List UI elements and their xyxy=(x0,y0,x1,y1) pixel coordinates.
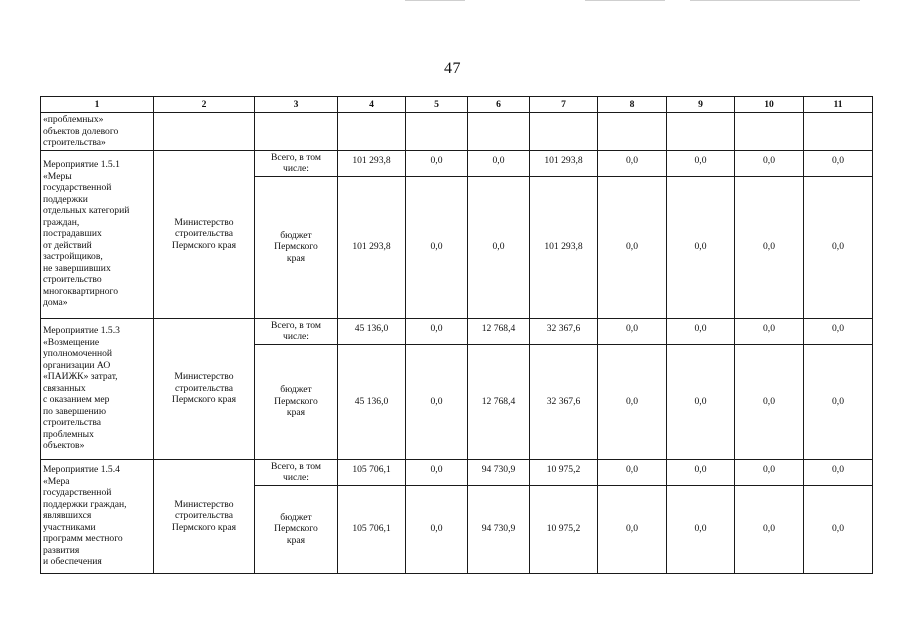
value-cell: 12 768,4 xyxy=(468,318,530,344)
value-cell: 0,0 xyxy=(804,485,873,573)
empty-cell xyxy=(406,113,468,151)
value-cell: 0,0 xyxy=(804,344,873,459)
value-cell: 0,0 xyxy=(667,150,735,176)
value-cell: 0,0 xyxy=(735,485,804,573)
scan-edge-line xyxy=(690,0,860,1)
column-header: 5 xyxy=(406,97,468,113)
column-header: 10 xyxy=(735,97,804,113)
value-cell: 0,0 xyxy=(804,459,873,485)
empty-cell xyxy=(530,113,598,151)
value-cell: 0,0 xyxy=(735,150,804,176)
value-cell: 101 293,8 xyxy=(338,176,406,318)
table-row xyxy=(41,150,873,176)
value-cell: 12 768,4 xyxy=(468,344,530,459)
value-cell: 0,0 xyxy=(598,459,667,485)
value-cell: 0,0 xyxy=(406,485,468,573)
table-row xyxy=(41,459,873,485)
column-header: 2 xyxy=(154,97,255,113)
value-cell: 0,0 xyxy=(406,150,468,176)
source-label: Всего, в том числе: xyxy=(255,150,338,176)
value-cell: 0,0 xyxy=(667,344,735,459)
empty-cell xyxy=(468,113,530,151)
value-cell: 105 706,1 xyxy=(338,485,406,573)
value-cell: 45 136,0 xyxy=(338,344,406,459)
value-cell: 10 975,2 xyxy=(530,485,598,573)
continuation-row xyxy=(41,113,873,151)
column-header: 7 xyxy=(530,97,598,113)
empty-cell xyxy=(338,113,406,151)
value-cell: 0,0 xyxy=(735,344,804,459)
value-cell: 0,0 xyxy=(667,459,735,485)
continuation-cell: «проблемных» объектов долевого строительства» xyxy=(41,113,154,151)
executor: Министерство строительства Пермского края xyxy=(154,459,255,573)
value-cell: 0,0 xyxy=(735,176,804,318)
measure-name: Мероприятие 1.5.1 «Меры государственной поддержки отдельных категорий граждан, пострадавших от действий застройщиков, не завершивших строительство многоквартирного дома» xyxy=(41,150,154,318)
value-cell: 0,0 xyxy=(667,176,735,318)
value-cell: 0,0 xyxy=(735,318,804,344)
value-cell: 0,0 xyxy=(804,176,873,318)
value-cell: 0,0 xyxy=(468,176,530,318)
executor: Министерство строительства Пермского края xyxy=(154,318,255,459)
column-header: 3 xyxy=(255,97,338,113)
value-cell: 10 975,2 xyxy=(530,459,598,485)
measure-name: Мероприятие 1.5.3 «Возмещение уполномоченной организации АО «ПАИЖК» затрат, связанных с оказанием мер по завершению строительства проблемных объектов» xyxy=(41,318,154,459)
source-label: Всего, в том числе: xyxy=(255,459,338,485)
value-cell: 0,0 xyxy=(468,150,530,176)
value-cell: 0,0 xyxy=(598,485,667,573)
column-header: 11 xyxy=(804,97,873,113)
value-cell: 0,0 xyxy=(667,485,735,573)
empty-cell xyxy=(255,113,338,151)
value-cell: 32 367,6 xyxy=(530,344,598,459)
value-cell: 94 730,9 xyxy=(468,459,530,485)
value-cell: 101 293,8 xyxy=(530,176,598,318)
value-cell: 0,0 xyxy=(598,318,667,344)
budget-table xyxy=(40,96,873,574)
scan-edge-line xyxy=(405,0,465,1)
column-header: 4 xyxy=(338,97,406,113)
value-cell: 0,0 xyxy=(598,344,667,459)
value-cell: 105 706,1 xyxy=(338,459,406,485)
table-row xyxy=(41,318,873,344)
measure-name: Мероприятие 1.5.4 «Мера государственной поддержки граждан, являвшихся участниками программ местного развития и обеспечения xyxy=(41,459,154,573)
value-cell: 45 136,0 xyxy=(338,318,406,344)
source-label: бюджет Пермского края xyxy=(255,485,338,573)
value-cell: 32 367,6 xyxy=(530,318,598,344)
value-cell: 0,0 xyxy=(735,459,804,485)
value-cell: 0,0 xyxy=(406,176,468,318)
value-cell: 101 293,8 xyxy=(338,150,406,176)
value-cell: 94 730,9 xyxy=(468,485,530,573)
empty-cell xyxy=(804,113,873,151)
value-cell: 0,0 xyxy=(804,150,873,176)
empty-cell xyxy=(667,113,735,151)
column-header: 1 xyxy=(41,97,154,113)
value-cell: 0,0 xyxy=(406,459,468,485)
value-cell: 0,0 xyxy=(804,318,873,344)
empty-cell xyxy=(154,113,255,151)
column-header: 6 xyxy=(468,97,530,113)
source-label: бюджет Пермского края xyxy=(255,176,338,318)
value-cell: 0,0 xyxy=(406,318,468,344)
empty-cell xyxy=(735,113,804,151)
source-label: бюджет Пермского края xyxy=(255,344,338,459)
value-cell: 0,0 xyxy=(598,150,667,176)
value-cell: 0,0 xyxy=(667,318,735,344)
value-cell: 0,0 xyxy=(406,344,468,459)
header-row xyxy=(41,97,873,113)
value-cell: 0,0 xyxy=(598,176,667,318)
source-label: Всего, в том числе: xyxy=(255,318,338,344)
page-number: 47 xyxy=(444,60,461,77)
column-header: 8 xyxy=(598,97,667,113)
value-cell: 101 293,8 xyxy=(530,150,598,176)
executor: Министерство строительства Пермского края xyxy=(154,150,255,318)
column-header: 9 xyxy=(667,97,735,113)
empty-cell xyxy=(598,113,667,151)
scan-edge-line xyxy=(585,0,665,1)
